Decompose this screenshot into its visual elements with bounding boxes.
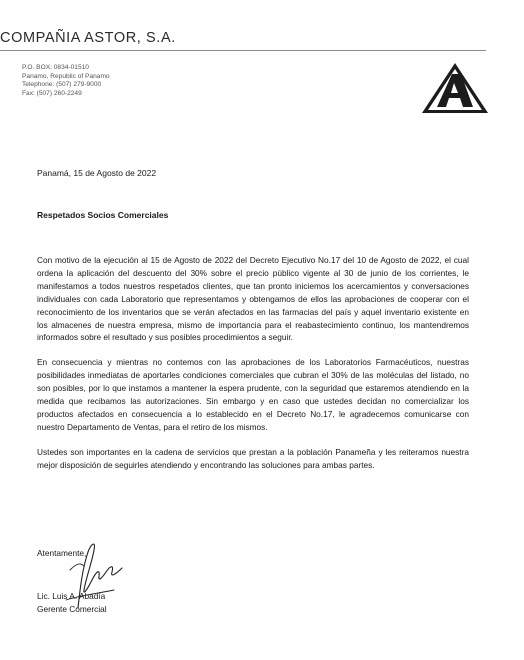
body-paragraph-1: Con motivo de la ejecución al 15 de Agosto de 2022 del Decreto Ejecutivo No.17 del 10 de Agosto de 2022, el cual ordena la aplicación del descuento del 30% sobre el precio público vigente al 30 de junio de los corrientes, le manifestamos a todos nuestros respetados clientes, que tan pronto iniciemos los acercamientos y conversaciones individuales con cada Laboratorio que representamos y obtengamos de ellos las aprobaciones de cooperar con el reconocimiento de los inventarios que se verán afectados en las farmacias del país y aquel inventario existente en los almacenes de nuestra empresa, mismo de importancia para el reabastecimiento continuo, los mantendremos informados sobre el resultado y sus posibles procedimientos a seguir. (37, 255, 469, 343)
signer-title: Gerente Comercial (37, 603, 107, 614)
body-paragraph-2: En consecuencia y mientras no contemos con las aprobaciones de los Laboratorios Farmacéuticos, nuestras posibilidades inmediatas de aportarles condiciones comerciales que cubran el 30% de las moléculas del listado, no son posibles, por lo que instamos a mantener la espera prudente, con la seguridad que estaremos atendiendo en la medida que recibamos las autorizaciones. Sin embargo y en caso que ustedes decidan no comercializar los productos afectados en consecuencia a lo establecido en el Decreto No.17, le agradecemos comunicarse con nuestro Departamento de Ventas, para el retiro de los mismos. (37, 357, 469, 432)
closing: Atentamente, (37, 548, 87, 558)
header-divider (0, 50, 486, 51)
body-paragraph-3: Ustedes son importantes en la cadena de servicios que prestan a la población Panameña y les reiteramos nuestra mejor disposición de seguirles atendiendo y encontrando las soluciones para ambas partes. (37, 446, 469, 470)
salutation: Respetados Socios Comerciales (37, 210, 169, 220)
po-box: P.O. BOX: 0834-01510 (22, 64, 89, 71)
triangle-a-logo-icon (421, 62, 489, 114)
signer-name: Lic. Luis A. Abadía (37, 591, 106, 601)
city-country: Panamo, Republic of Panamo (22, 72, 110, 80)
contact-block (22, 64, 110, 98)
telephone: Telephone: (507) 279-9000 (22, 81, 102, 89)
signer-block (37, 590, 107, 615)
fax: Fax: (507) 260-2249 (22, 89, 82, 97)
letter-body (37, 254, 469, 484)
letter-date: Panamá, 15 de Agosto de 2022 (37, 168, 157, 178)
company-name: COMPAÑIA ASTOR, S.A. (0, 30, 176, 46)
